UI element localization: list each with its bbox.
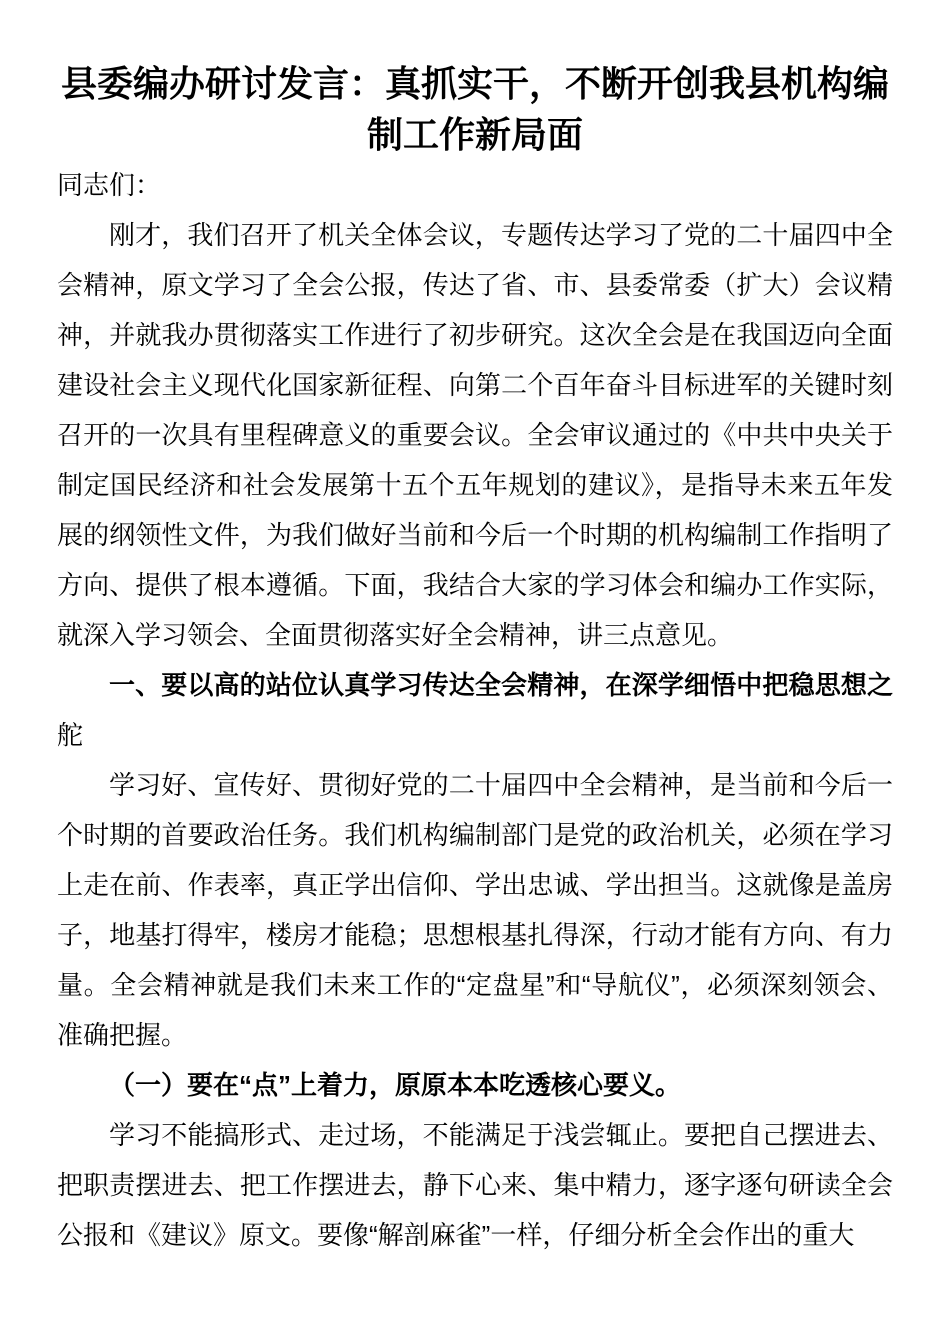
page-title: 县委编办研讨发言：真抓实干，不断开创我县机构编制工作新局面: [60, 63, 889, 155]
salutation: 同志们：: [57, 170, 162, 200]
paragraph-learning: 学习不能搞形式、走过场，不能满足于浅尝辄止。要把自己摆进去、把职责摆进去、把工作摆进去，静下心来、集中精力，逐字逐句研读全会公报和《建议》原文。要像“解剖麻雀”一样，仔细分析全会作出的重大: [57, 1120, 893, 1250]
section-heading-1: [57, 660, 893, 760]
section-heading-1-bold-text: 一、要以高的站位认真学习传达全会精神，在深学细悟中把稳思想之: [109, 670, 893, 700]
sub-heading-1: （一）要在“点”上着力，原原本本吃透核心要义。: [109, 1070, 682, 1100]
paragraph-intro: 刚才，我们召开了机关全体会议，专题传达学习了党的二十届四中全会精神，原文学习了全会公报，传达了省、市、县委常委（扩大）会议精神，并就我办贯彻落实工作进行了初步研究。这次全会是在我国迈向全面建设社会主义现代化国家新征程、向第二个百年奋斗目标进军的关键时刻召开的一次具有里程碑意义的重要会议。全会审议通过的《中共中央关于制定国民经济和社会发展第十五个五年规划的建议》，是指导未来五年发展的纲领性文件，为我们做好当前和今后一个时期的机构编制工作指明了方向、提供了根本遵循。下面，我结合大家的学习体会和编办工作实际，就深入学习领会、全面贯彻落实好全会精神，讲三点意见。: [57, 220, 893, 650]
section-heading-1-tail-text: 舵: [57, 720, 84, 750]
paragraph-study: 学习好、宣传好、贯彻好党的二十届四中全会精神，是当前和今后一个时期的首要政治任务。我们机构编制部门是党的政治机关，必须在学习上走在前、作表率，真正学出信仰、学出忠诚、学出担当。这就像是盖房子，地基打得牢，楼房才能稳；思想根基扎得深，行动才能有方向、有力量。全会精神就是我们未来工作的“定盘星”和“导航仪”，必须深刻领会、准确把握。: [57, 770, 893, 1050]
